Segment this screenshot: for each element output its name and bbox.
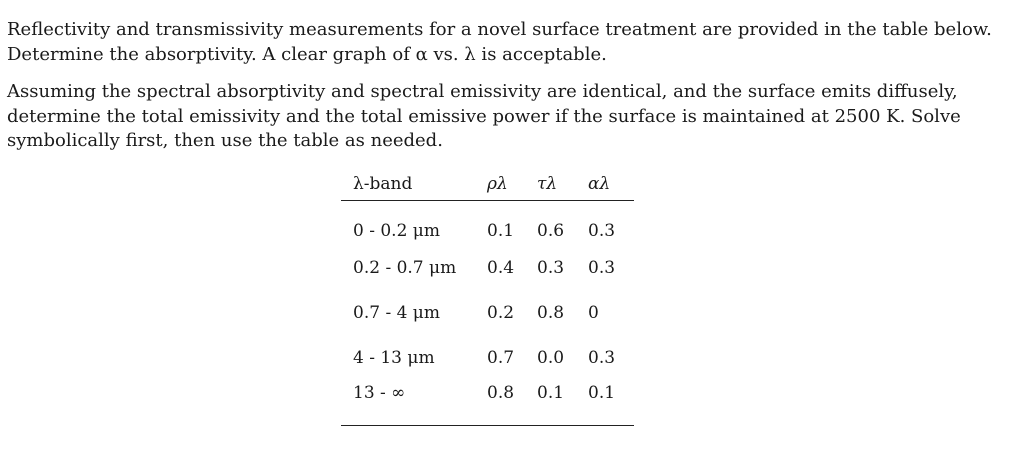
paragraph-line: Assuming the spectral absorptivity and spectral emissivity are identical, and the surface emits diffusely,	[7, 81, 958, 102]
cell-reflectivity: 0.8	[487, 380, 537, 425]
problem-paragraph-2	[7, 80, 1007, 154]
header-reflectivity: ρλ	[487, 172, 537, 200]
cell-reflectivity: 0.4	[487, 257, 515, 278]
table-row	[341, 380, 634, 425]
cell-absorptivity: 0.3	[588, 347, 616, 368]
problem-paragraph-1	[7, 18, 1007, 67]
cell-band: 13 - ∞	[341, 380, 487, 425]
paragraph-line: Determine the absorptivity. A clear graph of α vs. λ is acceptable.	[7, 43, 607, 65]
header-absorptivity: αλ	[588, 172, 634, 200]
cell-transmissivity: 0.0	[537, 347, 565, 368]
paragraph-line: symbolically first, then use the table as needed.	[7, 130, 443, 151]
cell-reflectivity: 0.7	[487, 347, 515, 368]
cell-absorptivity: 0	[588, 302, 599, 323]
spectral-properties-table	[341, 172, 634, 426]
paragraph-line: determine the total emissivity and the total emissive power if the surface is maintained at 2500 K. Solve	[7, 105, 961, 127]
table-row	[341, 200, 634, 245]
cell-band: 0.2 - 0.7 μm	[353, 257, 457, 278]
table-row	[341, 335, 634, 380]
table-body	[341, 200, 634, 425]
table-row	[341, 290, 634, 335]
table-row	[341, 245, 634, 290]
table-header-row	[341, 172, 634, 200]
paragraph-line: Reflectivity and transmissivity measurements for a novel surface treatment are provided in the table below.	[7, 19, 992, 40]
cell-reflectivity: 0.2	[487, 302, 515, 323]
cell-absorptivity: 0.1	[588, 380, 634, 425]
header-band: λ-band	[341, 172, 487, 200]
cell-reflectivity: 0.1	[487, 220, 515, 241]
spectral-properties-table-container	[341, 172, 634, 426]
cell-transmissivity: 0.6	[537, 220, 565, 241]
header-transmissivity: τλ	[537, 172, 588, 200]
table-header	[341, 172, 634, 200]
cell-band: 0 - 0.2 μm	[353, 220, 440, 241]
cell-transmissivity: 0.1	[537, 380, 588, 425]
cell-transmissivity: 0.8	[537, 302, 565, 323]
cell-band: 0.7 - 4 μm	[353, 302, 440, 323]
cell-transmissivity: 0.3	[537, 257, 565, 278]
cell-band: 4 - 13 μm	[353, 347, 435, 368]
cell-absorptivity: 0.3	[588, 220, 616, 241]
cell-absorptivity: 0.3	[588, 257, 616, 278]
